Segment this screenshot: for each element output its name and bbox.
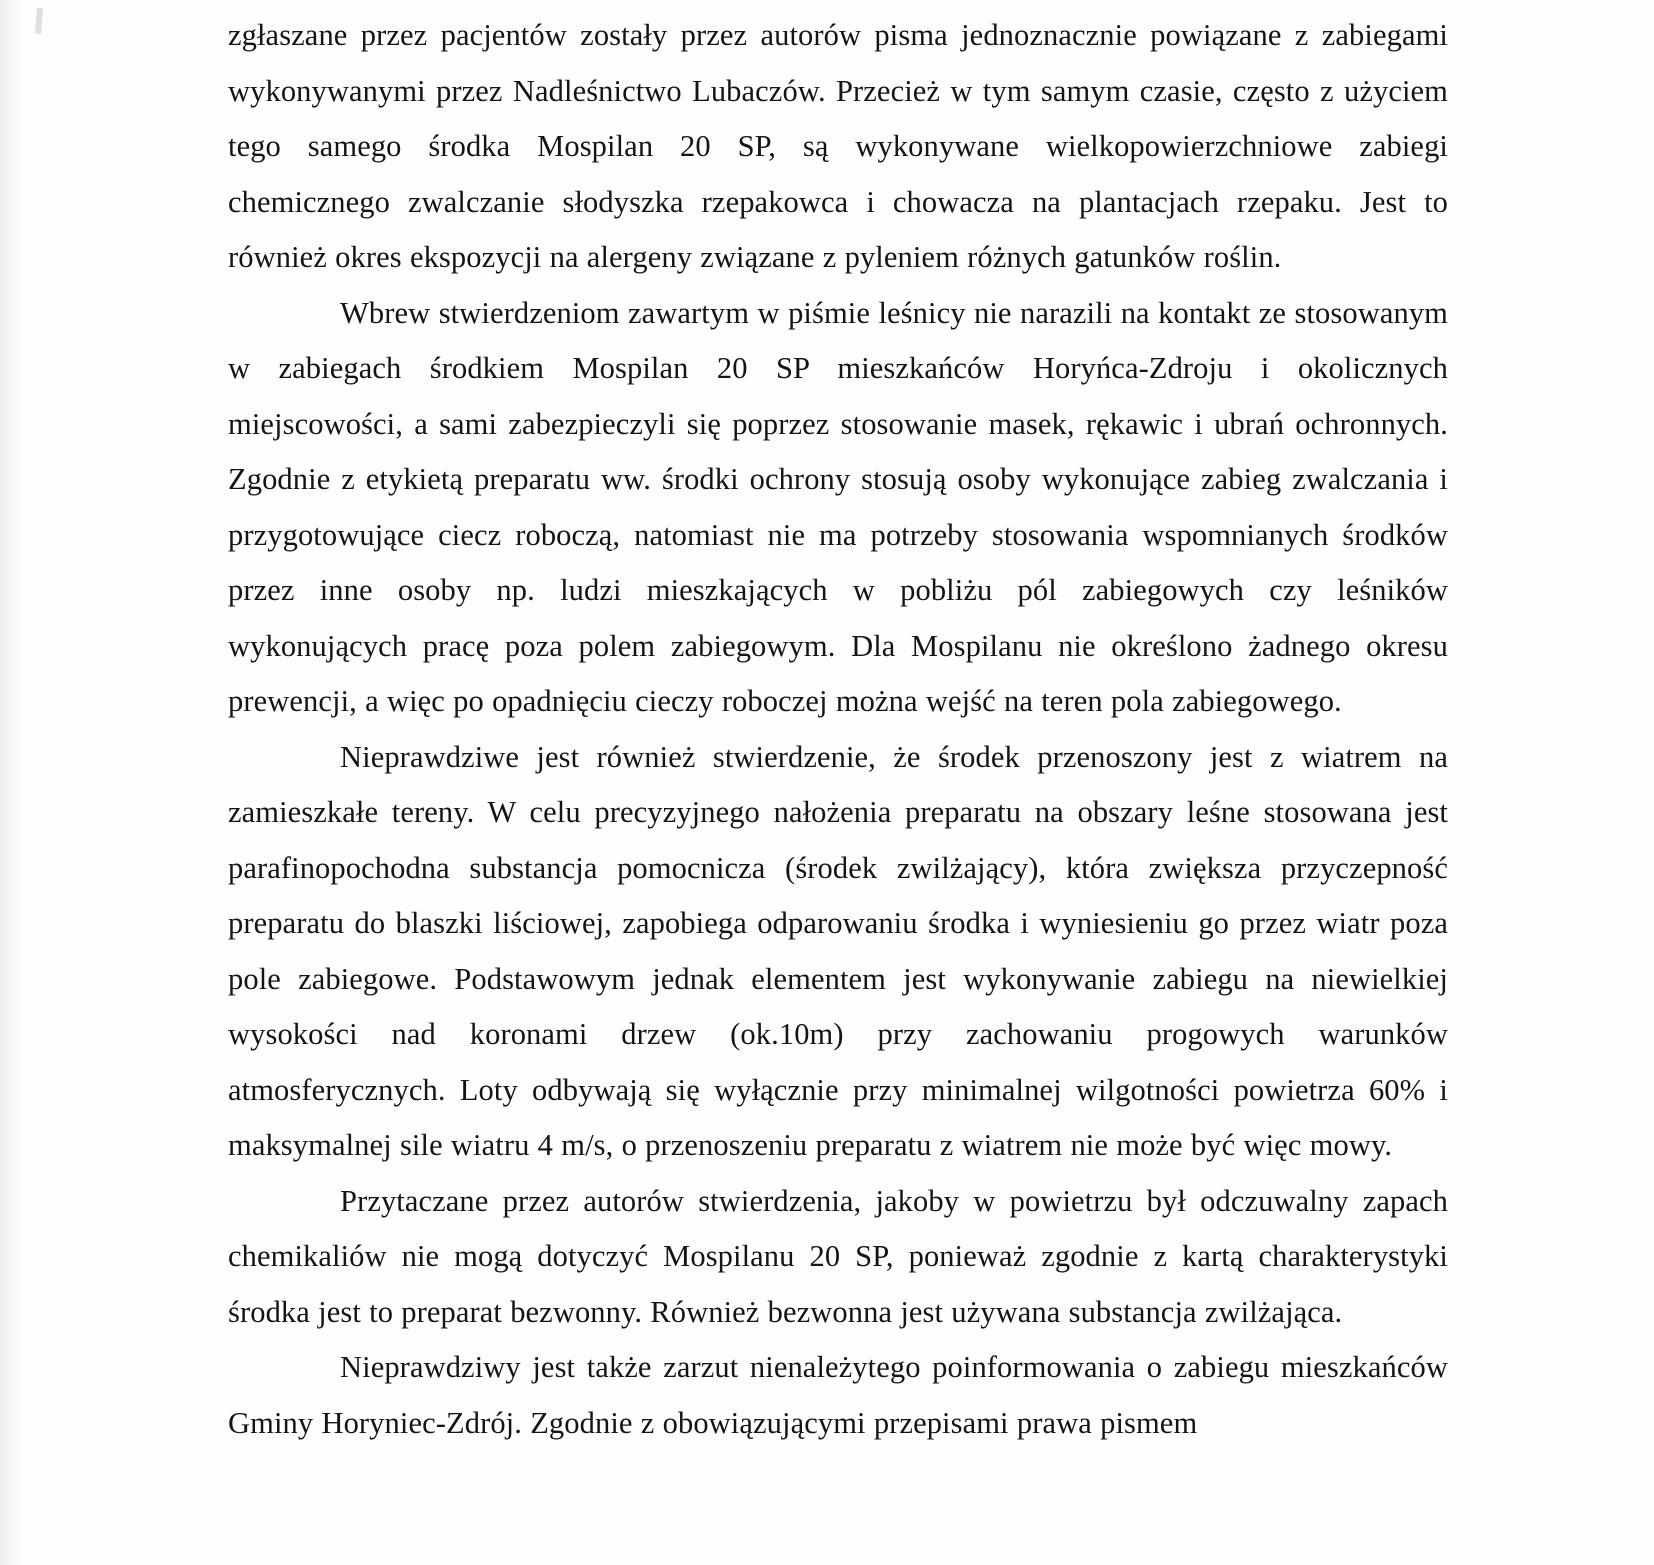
paragraph-continuation: zgłaszane przez pacjentów zostały przez autorów pisma jednoznacznie powiązane z zabiegami wykonywanymi przez Nadleśnictwo Lubaczów. Przecież w tym samym czasie, często z użyciem tego samego środka Mospilan 20 SP, są wykonywane wielkopowierzchniowe zabiegi chemicznego zwalczanie słodyszka rzepakowca i chowacza na plantacjach rzepaku. Jest to również okres ekspozycji na alergeny związane z pyleniem różnych gatunków roślin. [228,18,1448,274]
paragraph-3: Nieprawdziwe jest również stwierdzenie, że środek przenoszony jest z wiatrem na zamieszkałe tereny. W celu precyzyjnego nałożenia preparatu na obszary leśne stosowana jest parafinopochodna substancja pomocnicza (środek zwilżający), która zwiększa przyczepność preparatu do blaszki liściowej, zapobiega odparowaniu środka i wyniesieniu go przez wiatr poza pole zabiegowe. Podstawowym jednak elementem jest wykonywanie zabiegu na niewielkiej wysokości nad koronami drzew (ok.10m) przy zachowaniu progowych warunków atmosferycznych. Loty odbywają się wyłącznie przy minimalnej wilgotności powietrza 60% i maksymalnej sile wiatru 4 m/s, o przenoszeniu preparatu z wiatrem nie może być więc mowy. [228,739,1448,1162]
paragraph-4: Przytaczane przez autorów stwierdzenia, jakoby w powietrzu był odczuwalny zapach chemikaliów nie mogą dotyczyć Mospilanu 20 SP, ponieważ zgodnie z kartą charakterystyki środka jest to preparat bezwonny. Również bezwonna jest używana substancja zwilżająca. [228,1183,1448,1329]
paragraph-2: Wbrew stwierdzeniom zawartym w piśmie leśnicy nie narazili na kontakt ze stosowanym w zabiegach środkiem Mospilan 20 SP mieszkańców Horyńca-Zdroju i okolicznych miejscowości, a sami zabezpieczyli się poprzez stosowanie masek, rękawic i ubrań ochronnych. Zgodnie z etykietą preparatu ww. środki ochrony stosują osoby wykonujące zabieg zwalczania i przygotowujące ciecz roboczą, natomiast nie ma potrzeby stosowania wspomnianych środków przez inne osoby np. ludzi mieszkających w pobliżu pól zabiegowych czy leśników wykonujących pracę poza polem zabiegowym. Dla Mospilanu nie określono żadnego okresu prewencji, a więc po opadnięciu cieczy roboczej można wejść na teren pola zabiegowego. [228,295,1448,718]
document-text-body [228,8,1448,1451]
scan-speck-artifact [35,8,43,34]
paragraph-5: Nieprawdziwy jest także zarzut nienależytego poinformowania o zabiegu mieszkańców Gminy Horyniec-Zdrój. Zgodnie z obowiązującymi przepisami prawa pismem [228,1350,1448,1440]
scan-edge-artifact [0,0,28,1565]
